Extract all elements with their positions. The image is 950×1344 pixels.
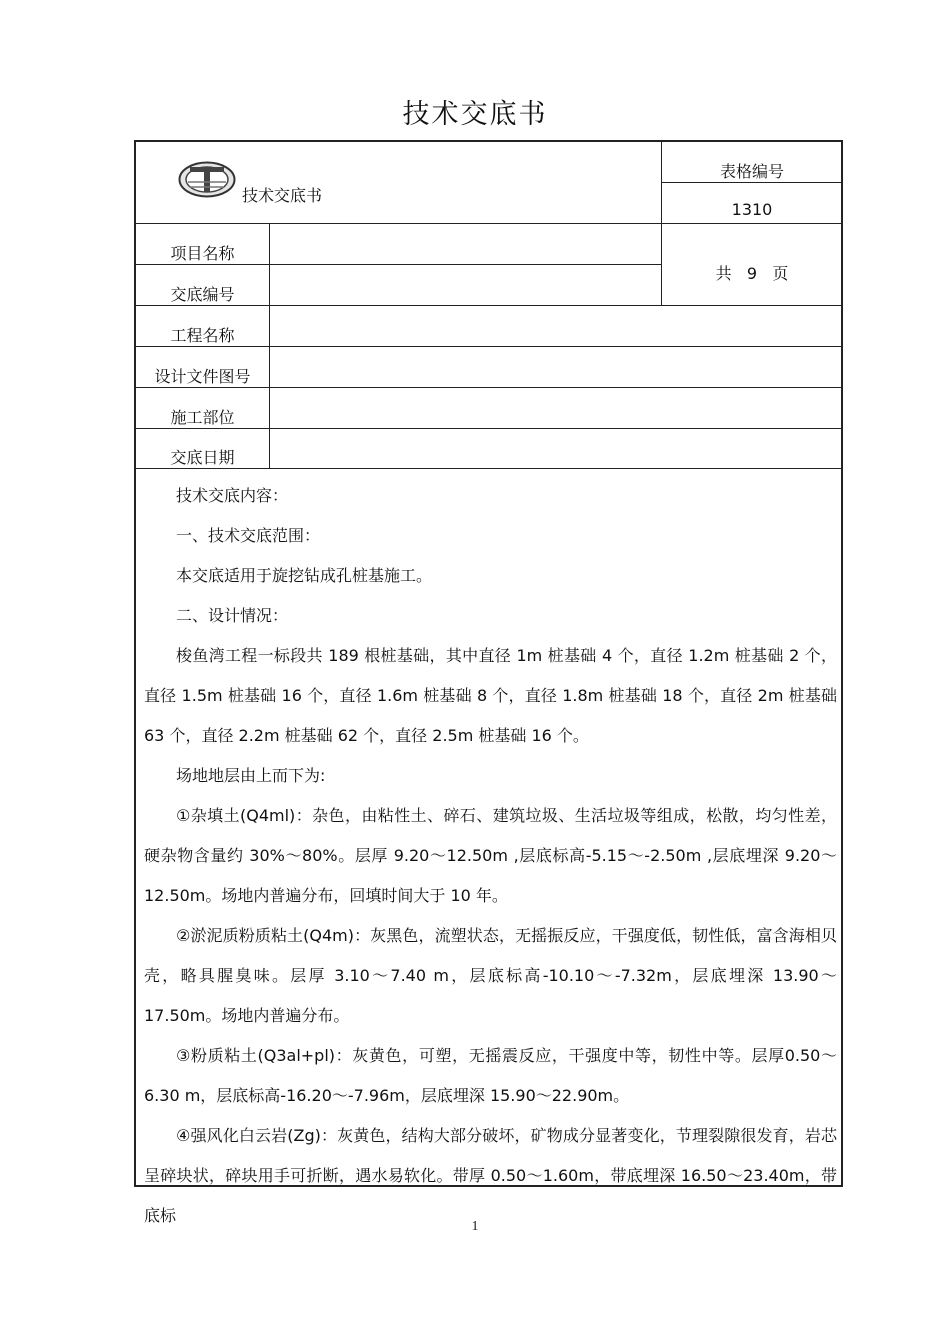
field-label-construction-part: 施工部位 (170, 408, 235, 427)
grid-line (136, 468, 843, 469)
grid-line (136, 346, 843, 347)
grid-line (136, 223, 843, 224)
paragraph: 梭鱼湾工程一标段共 189 根桩基础，其中直径 1m 桩基础 4 个，直径 1.2m 桩基础 2 个，直径 1.5m 桩基础 16 个，直径 1.6m 桩基础 8 个，直径 1.8m 桩基础 18 个，直径 2m 桩基础 63 个，直径 2.2m 桩基础 62 个，直径 2.5m 桩基础 16 个。 (144, 646, 837, 745)
grid-line (269, 223, 270, 468)
logo-caption: 技术交底书 (242, 186, 323, 205)
section-heading-scope: 一、技术交底范围： (176, 526, 321, 545)
field-label-disclosure-date: 交底日期 (170, 448, 235, 467)
grid-line (136, 305, 843, 306)
grid-line (136, 264, 661, 265)
paragraph: ①杂填土(Q4ml)：杂色，由粘性土、碎石、建筑垃圾、生活垃圾等组成，松散，均匀性差，硬杂物含量约 30%～80%。层厚 9.20～12.50m ,层底标高-5.15～-2.50m ,层底埋深 9.20～12.50m。场地内普遍分布，回填时间大于 10 年。 (144, 806, 837, 905)
page-count: 共 9 页 (715, 264, 789, 283)
field-label-drawing-no: 设计文件图号 (154, 367, 251, 386)
page-number: 1 (471, 1219, 479, 1234)
paragraph: ④强风化白云岩(Zg)：灰黄色，结构大部分破坏，矿物成分显著变化，节理裂隙很发育，岩芯呈碎块状，碎块用手可折断，遇水易软化。带厚 0.50～1.60m，带底埋深 16.50～23.40m，带底标 (144, 1126, 837, 1225)
paragraph: 本交底适用于旋挖钻成孔桩基施工。 (176, 566, 433, 585)
paragraph: ②淤泥质粉质粘土(Q4m)：灰黑色，流塑状态，无摇振反应，干强度低，韧性低，富含海相贝壳，略具腥臭味。层厚 3.10～7.40 m，层底标高-10.10～-7.32m，层底埋深 13.90～17.50m。场地内普遍分布。 (144, 926, 837, 1025)
form-number-value: 1310 (731, 200, 773, 219)
company-seal-logo-icon (178, 161, 236, 198)
paragraph: 场地地层由上而下为: (176, 766, 326, 785)
field-label-project-name: 项目名称 (170, 244, 235, 263)
grid-line (661, 182, 843, 183)
disclosure-form (134, 140, 843, 1225)
section-heading-design: 二、设计情况： (176, 606, 289, 625)
field-label-work-name: 工程名称 (170, 326, 235, 345)
content-heading: 技术交底内容： (176, 486, 289, 505)
field-label-disclosure-no: 交底编号 (170, 285, 235, 304)
form-number-label: 表格编号 (719, 162, 784, 181)
document-title: 技术交底书 (402, 99, 548, 130)
grid-line (136, 387, 843, 388)
grid-line (136, 428, 843, 429)
disclosure-content (144, 476, 837, 1236)
paragraph: ③粉质粘土(Q3al+pl)：灰黄色，可塑，无摇震反应，干强度中等，韧性中等。层厚0.50～6.30 m，层底标高-16.20～-7.96m，层底埋深 15.90～22.90m。 (144, 1046, 837, 1105)
